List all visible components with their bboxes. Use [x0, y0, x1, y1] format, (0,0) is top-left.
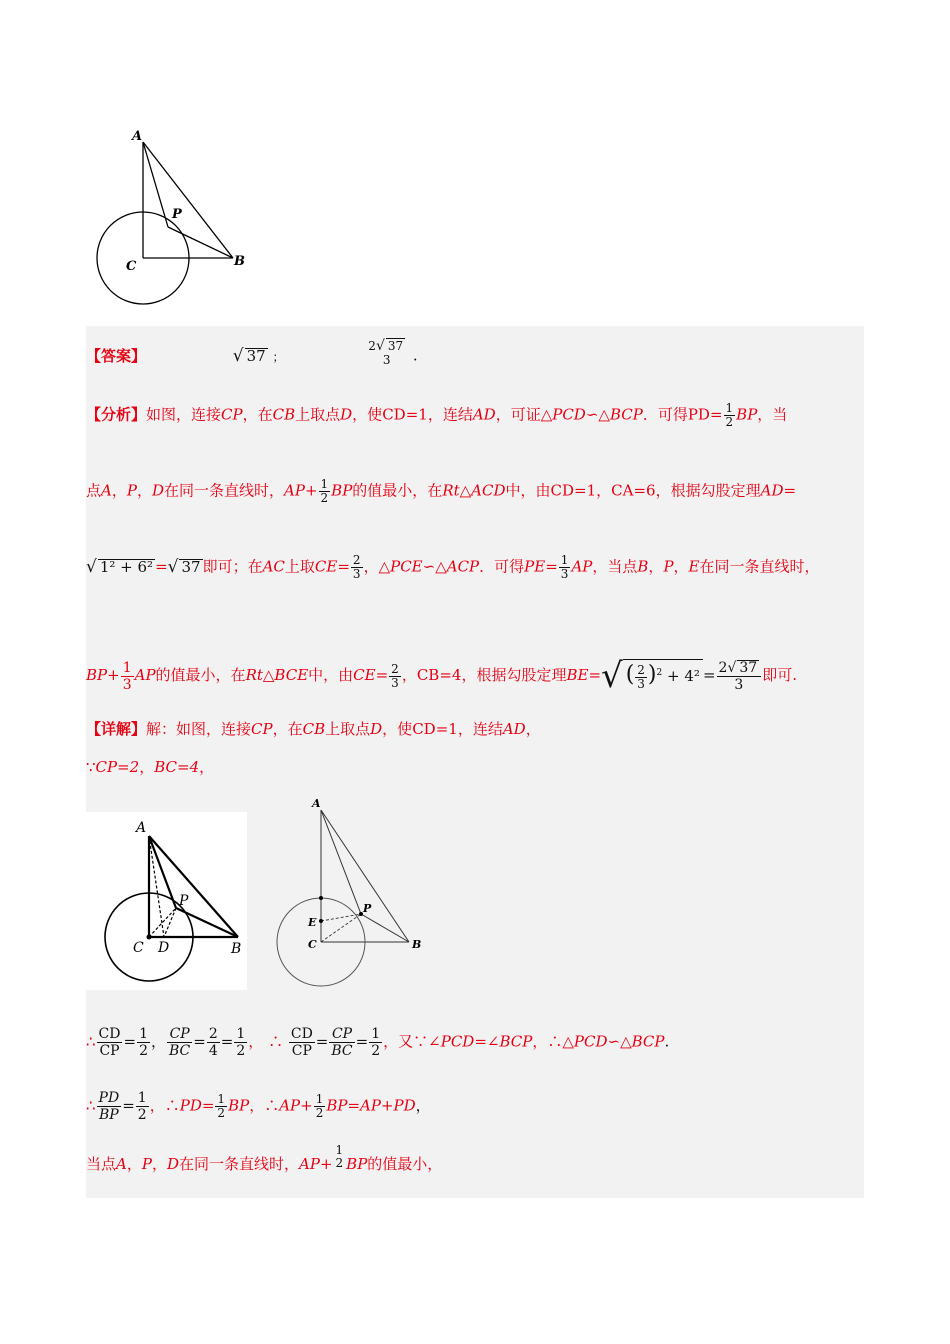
label-c: C	[308, 938, 317, 951]
analysis-line-2: 点A，P，D在同一条直线时，AP+ $\frac{1}{2}$ BP的值最小，在Rt△ACD中，由CD=1，CA=6，根据勾股定理AD=	[86, 477, 797, 505]
label-b: B	[412, 938, 422, 951]
analysis-line-4: BP+ $\frac{1}{3}$ AP的值最小，在Rt△BCE中，由CE= $\frac{2}{3}$ ，CB=4，根据勾股定理BE=√ ( $\frac{2}{3}$ )$^2$ + 4² = $\frac{2√ 37}{3}$ 即可.	[86, 656, 797, 696]
analysis-line-3: √ 1² + 6² =√ 37 即可；在AC上取CE= $\frac{2}{3}$ ，△PCE∽△ACP．可得PE= $\frac{1}{3}$ AP，当点B，P，E在同一条直线时，	[86, 553, 820, 581]
detail-line-1: 【详解】解：如图，连接CP，在CB上取点D，使CD=1，连结AD，	[86, 720, 541, 738]
analysis-line-1: 【分析】如图，连接CP，在CB上取点D，使CD=1，连结AD，可证△PCD∽△BCP．可得PD= $\frac{1}{2}$ BP，当	[86, 401, 788, 429]
label-p: P	[172, 207, 182, 222]
answer-line: 【答案】 √ 37 ； 2√ 37 3 .	[86, 338, 418, 367]
label-a: A	[312, 797, 321, 810]
detail-line-5: 当点A，P，D在同一条直线时，AP+ 1 2 BP的值最小，	[86, 1143, 443, 1173]
label-c: C	[126, 259, 137, 274]
answer-value-2: 2√ 37 3	[368, 338, 404, 367]
detail-line-3: ∴ $\frac{CD}{CP}$ = $\frac{1}{2}$ ， $\frac{CP}{BC}$ = $\frac{2}{4}$ = $\frac{1}{2}$ ， ∴ $\frac{CD}{CP}$ = $\frac{CP}{BC}$ = $\frac{1}{2}$ ，又∵∠PCD=∠BCP，∴△PCD∽△BCP.	[86, 1026, 670, 1059]
label-a: A	[132, 129, 143, 144]
label-c: C	[133, 940, 144, 956]
label-d: D	[158, 940, 170, 956]
answer-tag: 【答案】	[86, 346, 147, 365]
label-a: A	[136, 820, 147, 836]
label-p: P	[363, 902, 372, 915]
answer-value-1: √ 37	[232, 345, 266, 366]
answer-separator: ；	[272, 349, 285, 364]
solution-panel	[86, 326, 864, 1198]
label-b: B	[231, 941, 242, 957]
detail-line-2: ∵CP=2，BC=4，	[86, 758, 215, 776]
figure-left	[86, 812, 247, 990]
label-p: P	[179, 893, 189, 909]
label-e: E	[308, 916, 317, 929]
figure-right	[270, 792, 430, 992]
label-b: B	[234, 254, 245, 269]
detail-line-4: ∴ $\frac{PD}{BP}$ = $\frac{1}{2}$ ，∴PD= $\frac{1}{2}$ BP，∴AP+ $\frac{1}{2}$ BP=AP+PD，	[86, 1090, 431, 1123]
figure-top	[88, 122, 258, 308]
